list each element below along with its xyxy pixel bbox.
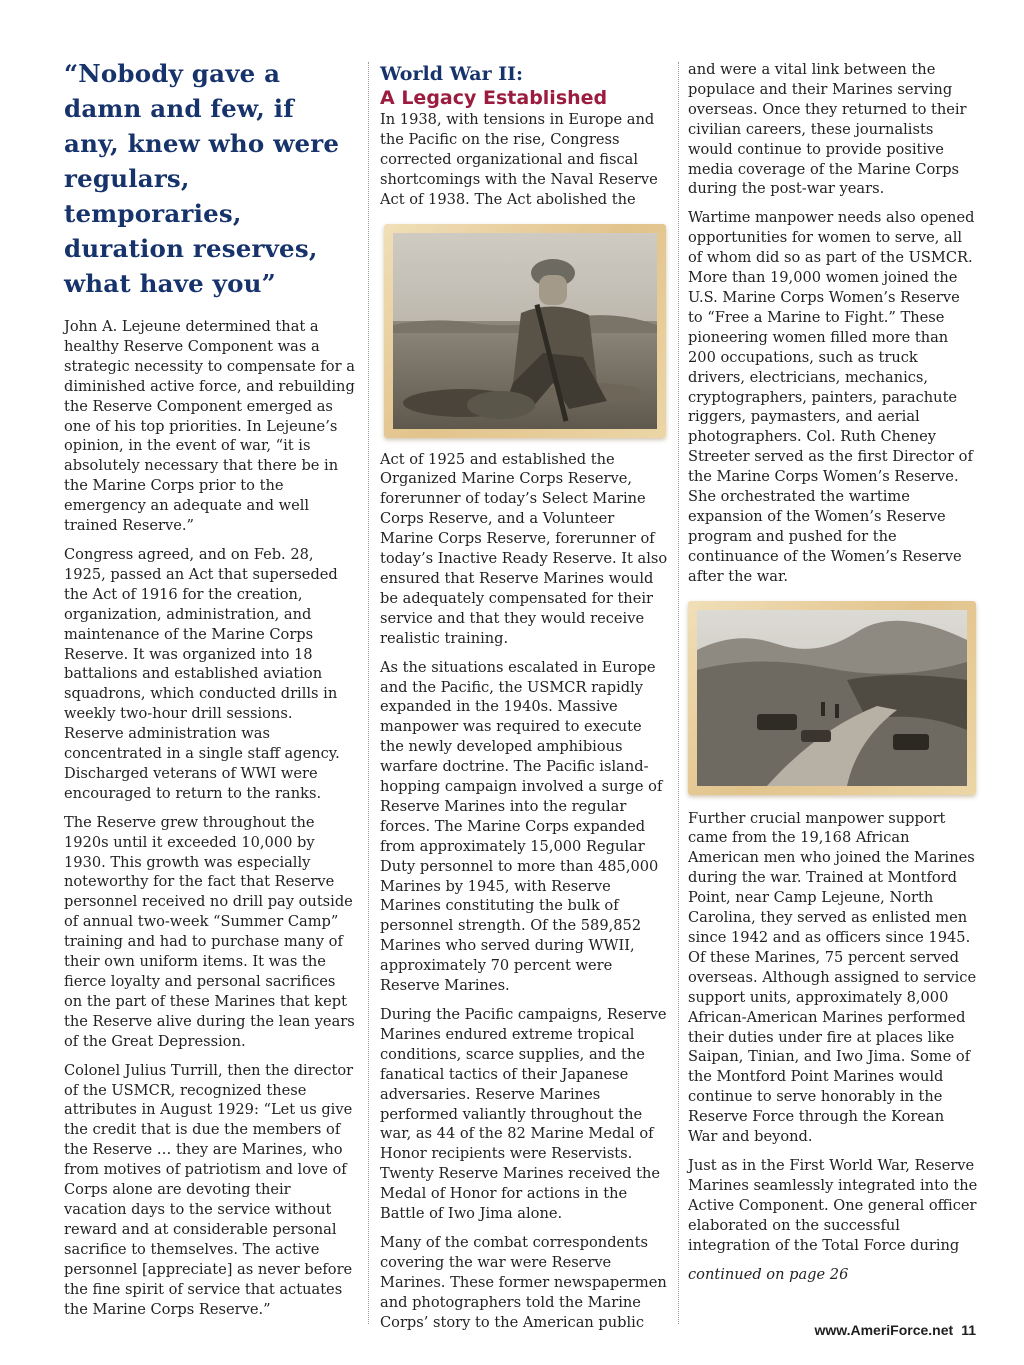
column-divider (368, 62, 369, 1324)
photo-road-image (697, 610, 967, 786)
section-subheading: A Legacy Established (380, 87, 608, 109)
page-number: 11 (961, 1322, 976, 1338)
paragraph: Further crucial manpower support came from the 19,168 African American men who joined the Marines during the war. Trained at Montford Point, near Camp Lejeune, North Carolina, they served as enlisted men since 1942 and as officers since 1945. Of these Marines, 75 percent served overseas. Although assigned to service support units, approximately 8,000 African-American Marines performed their duties under fire at places like Saipan, Tinian, and Iwo Jima. Some of the Montford Point Marines would continue to serve honorably in the Reserve Force through the Korean War and beyond. (688, 809, 977, 1146)
photo-marine-image (393, 233, 657, 429)
paragraph: John A. Lejeune determined that a healthy Reserve Component was a strategic necessity to compensate for a diminished active force, and rebuilding the Reserve Component emerged as one of his top priorities. In Lejeune’s opinion, in the event of war, “it is absolutely necessary that there be in the Marine Corps prior to the emergency an adequate and well trained Reserve.” (64, 318, 355, 535)
page-footer (814, 1322, 976, 1338)
paragraph: During the Pacific campaigns, Reserve Marines endured extreme tropical conditions, scarce supplies, and the fanatical tactics of their Japanese adversaries. Reserve Marines performed valiantly throughout the war, as 44 of the 82 Marine Medal of Honor recipients were Reservists. Twenty Reserve Marines received the Medal of Honor for actions in the Battle of Iwo Jima alone. (380, 1006, 667, 1223)
paragraph: Colonel Julius Turrill, then the director of the USMCR, recognized these attributes in August 1929: “Let us give the credit that is due the members of the Reserve … they are Marines, who from motives of patriotism and love of Corps alone are devoting their vacation days to the service without reward and at considerable personal sacrifice to themselves. The active personnel [appreciate] as never before the fine spirit of service that actuates the Marine Corps Reserve.” (64, 1061, 354, 1318)
paragraph: In 1938, with tensions in Europe and the Pacific on the rise, Congress corrected organizational and fiscal shortcomings with the Naval Reserve Act of 1938. The Act abolished the (380, 111, 658, 208)
paragraph: and were a vital link between the populace and their Marines serving overseas. Once they returned to their civilian careers, these journalists would continue to provide positive media coverage of the Marine Corps during the post-war years. (688, 61, 967, 198)
paragraph: Act of 1925 and established the Organized Marine Corps Reserve, forerunner of today’s Select Marine Corps Reserve, and a Volunteer Marine Corps Reserve, forerunner of today’s Inactive Ready Reserve. It also ensured that Reserve Marines would be adequately compensated for their service and that they would receive realistic training. (380, 450, 668, 647)
column-3 (688, 60, 978, 1285)
column-2 (380, 60, 670, 1342)
section-heading: World War II: (380, 63, 524, 85)
photo-vehicles-road (688, 601, 976, 795)
footer-url[interactable]: www.AmeriForce.net (814, 1322, 954, 1338)
paragraph: As the situations escalated in Europe and the Pacific, the USMCR rapidly expanded in the 1940s. Massive manpower was required to execute the newly developed amphibious warfare doctrine. The Pacific island-hopping campaign involved a surge of Reserve Marines into the regular forces. The Marine Corps expanded from approximately 15,000 Regular Duty personnel to more than 485,000 Marines by 1945, with Reserve Marines constituting the bulk of personnel strength. Of the 589,852 Marines who served during WWII, approximately 70 percent were Reserve Marines. (380, 658, 663, 995)
paragraph: Wartime manpower needs also opened opportunities for women to serve, all of whom did so as part of the USMCR. More than 19,000 women joined the U.S. Marine Corps Women’s Reserve to “Free a Marine to Fight.” These pioneering women filled more than 200 occupations, such as truck drivers, electricians, mechanics, cryptographers, painters, parachute riggers, paymasters, and aerial photographers. Col. Ruth Cheney Streeter served as the first Director of the Marine Corps Women’s Reserve. She orchestrated the wartime expansion of the Women’s Reserve program and pushed for the continuance of the Women’s Reserve after the war. (688, 209, 975, 585)
paragraph: Many of the combat correspondents covering the war were Reserve Marines. These former newspapermen and photographers told the Marine Corps’ story to the American public (380, 1233, 667, 1331)
column-divider (678, 62, 679, 1324)
continued-note: continued on page 26 (688, 1265, 849, 1283)
column-1 (64, 56, 356, 1328)
photo-marine-seated (384, 224, 666, 438)
pull-quote: “Nobody gave a damn and few, if any, knew who were regulars, temporaries, duration reserves, what have you” (64, 59, 340, 298)
paragraph: Just as in the First World War, Reserve Marines seamlessly integrated into the Active Component. One general officer elaborated on the successful integration of the Total Force during (688, 1156, 978, 1254)
paragraph: Congress agreed, and on Feb. 28, 1925, passed an Act that superseded the Act of 1916 for the creation, organization, administration, and maintenance of the Marine Corps Reserve. It was organized into 18 battalions and established aviation squadrons, which conducted drills in weekly two-hour drill sessions. Reserve administration was concentrated in a single staff agency. Discharged veterans of WWI were encouraged to return to the ranks. (64, 545, 340, 802)
paragraph: The Reserve grew throughout the 1920s until it exceeded 10,000 by 1930. This growth was especially noteworthy for the fact that Reserve personnel received no drill pay outside of annual two-week “Summer Camp” training and had to purchase many of their own uniform items. It was the fierce loyalty and personal sacrifices on the part of these Marines that kept the Reserve alive during the lean years of the Great Depression. (64, 813, 355, 1050)
